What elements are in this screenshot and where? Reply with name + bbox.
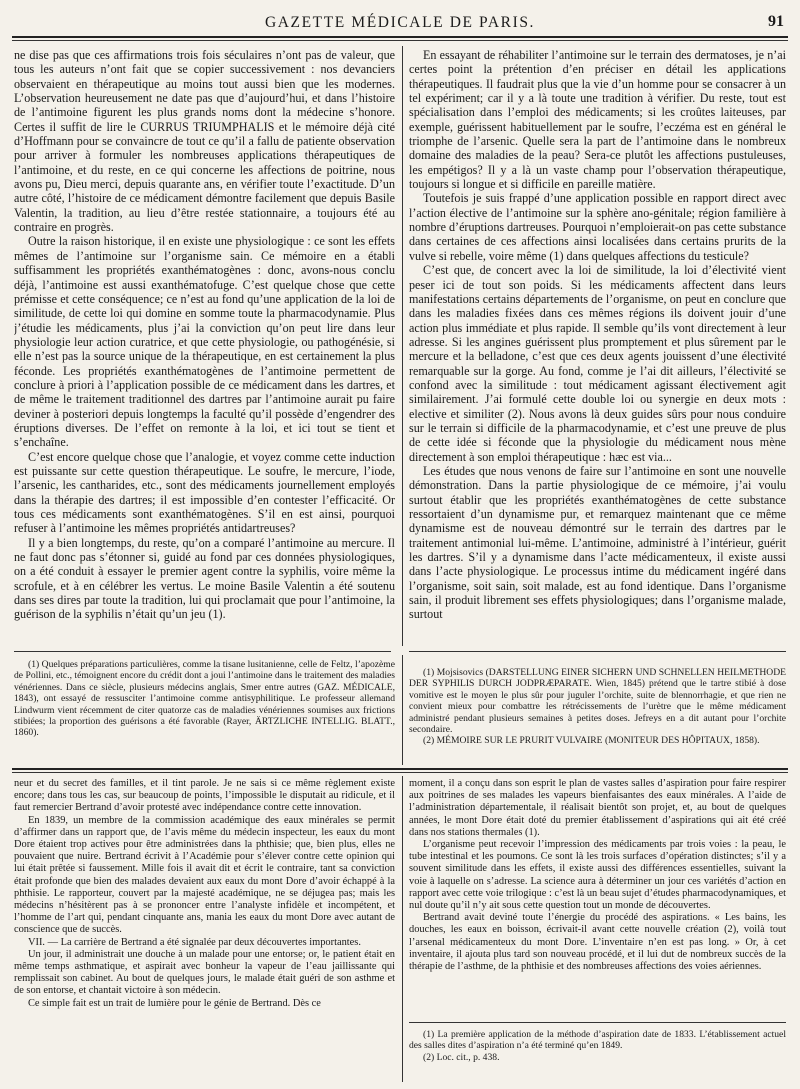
section-heading: VII. — La carrière de Bertrand a été signalée par deux découvertes importantes. bbox=[28, 936, 361, 948]
column-divider bbox=[402, 776, 403, 1082]
paragraph: En 1839, un membre de la commission académique des eaux minérales se permit d’affirmer dans un rapport que, de l’avis même du médecin inspecteur, les eaux du mont Dore étaient trop actives pour être administrées dans la phthisie; que, bien plus, elles ne pouvaient que nuire. Bertrand écrivit à l’Académie pour s’élever contre cette opinion qui lui était prêtée si faussement. Mille fois il avait dit et écrit le contraire, tant sa conviction était profonde que bien des malades devaient aux eaux du mont Dore d’avoir échappé à la phthisie. Le rapporteur, couvert par la majesté académique, ne se déjugea pas; mais les médecins n’hésitèrent pas à se prononcer entre l’analyste infidèle et incompétent, et l’homme de l’art qui, pendant cinquante ans, mania les eaux du mont Dore avec autant de conscience que de succès. bbox=[14, 814, 395, 936]
paragraph: neur et du secret des familles, et il tint parole. Je ne sais si ce même règlement existe encore; dans tous les cas, sur beaucoup de points, l’impossible le disputait au ridicule, et il faut remercier Bertrand d’avoir protesté avec indépendance contre cette innovation. bbox=[14, 778, 395, 814]
paragraph: ne dise pas que ces affirmations trois fois séculaires n’ont pas de valeur, que tous les auteurs n’ont fait que se copier successivement : nos devanciers observaient en thérapeutique au moins tout aussi bien que les modernes. L’observation heureusement ne date pas que d’aujourd’hui, et dans l’histoire de l’antimoine figurent les plus grands noms dont la médecine s’honore. Certes il suffit de lire le CURRUS TRIUMPHALIS et le mémoire déjà cité d’Hoffmann pour se convaincre de tout ce qu’il a fallu de patiente observation pour arriver à formuler les nombreuses applications thérapeutiques de l’antimoine, et du reste, en ce qui concerne les affections de poitrine, nous avons pu, Dieu merci, depuis quarante ans, en vérifier toute l’exactitude. D’un autre côté, l’histoire de ce médicament démontre facilement que depuis Basile Valentin, la tradition, au lieu d’être restée stationnaire, a toujours été au contraire en progrès. bbox=[14, 48, 395, 235]
footnote: (1) La première application de la méthode d’aspiration date de 1833. L’établissement actuel des salles dites d’aspiration n’a été terminé qu’en 1849. bbox=[409, 1029, 786, 1052]
footnote: (2) Loc. cit., p. 438. bbox=[423, 1051, 500, 1063]
column-divider bbox=[402, 46, 403, 646]
paragraph: Outre la raison historique, il en existe une physiologique : ce sont les effets mêmes de l’antimoine sur l’organisme sain. Ce mémoire en a établi suffisamment les propriétés exanthématogènes : donc, avons-nous conclu déjà, l’antimoine est aussi exanthématofuge. C’est quelque chose que cette prémisse et cette conséquence; ce n’est au fond qu’une application de la loi de similitude, de cette loi qui domine en somme toute la pharmacodynamie. Plus j’étudie les médicaments, plus j’ai la conviction qu’on peut lire dans leur physiologie leur action curatrice, et que cette physiologie, ou pathogénésie, si elle n’est pas la source unique de la thérapeutique, en est certainement la plus féconde. Les propriétés exanthématogènes de l’antimoine permettent de conclure à priori à l’application possible de ce médicament dans les dartres, et de même le traitement traditionnel des dartres par l’antimoine aurait pu faire deviner à posteriori depuis longtemps la faculté qu’il possède d’engendrer des éruptions diverses. De l’effet on remonte à la loi, et ici tout se tient et s’enchaîne. bbox=[14, 234, 395, 450]
header-rule bbox=[12, 36, 788, 38]
footnote: (1) Mojsisovics (DARSTELLUNG EINER SICHERN UND SCHNELLEN HEILMETHODE DER SYPHILIS DURCH JODPRÆPARATE. Wien, 1845) prétend que le tartre stibié à dose vomitive est le moyen le plus sûr pour juguler l’orchite, suite de blennorrhagie, et que rien ne convient mieux pour combattre les rétrécissements de l’urètre que le même médicament administré pendant plusieurs semaines à petites doses. Jefreys en a dit autant pour l’orchite secondaire. bbox=[409, 667, 786, 736]
page-number: 91 bbox=[768, 13, 784, 30]
footnote: (1) Quelques préparations particulières, comme la tisane lusitanienne, celle de Feltz, l’apozème de Pollini, etc., témoignent encore du crédit dont a joui l’antimoine dans le traitement des maladies vénériennes. Dans ce siècle, plusieurs médecins anglais, Smer entre autres (GAZ. MÉDICALE, 1843), ont essayé de ressusciter l’antimoine comme antisyphilitique. Le professeur allemand Lindwurm vient récemment de citer quatorze cas de maladies vénériennes soumises aux frictions stibiées; la proportion des guérisons a été favorable (Rayer, ÄRTZLICHE INTELLIG. BLATT., 1860). bbox=[14, 659, 395, 739]
footnote: (2) MÉMOIRE SUR LE PRURIT VULVAIRE (MONITEUR DES HÔPITAUX, 1858). bbox=[423, 735, 760, 747]
paragraph: Il y a bien longtemps, du reste, qu’on a comparé l’antimoine au mercure. Il ne faut donc pas s’étonner si, guidé au fond par ces données physiologiques, on a été conduit à essayer le premier agent contre la syphilis, voire même la scrofule, et à en célébrer les vertus. Le moine Basile Valentin a été soutenu dans ses dires par toute la tradition, lui qui proclamait que pour l’antimoine, la guérison de la syphilis n’était qu’un jeu (1). bbox=[14, 535, 395, 622]
paragraph: L’organisme peut recevoir l’impression des médicaments par trois voies : la peau, le tube intestinal et les poumons. Ce sont là les trois surfaces d’opération distinctes; s’il y a souvent similitude dans les effets, il existe aussi des différences essentielles, suivant la voie à laquelle on s’adresse. La science aura à déterminer un jour ces variétés d’action en rapport avec cette voie trilogique : c’est là un beau sujet d’études pharmacodynamiques, et nul doute qu’il n’y ait sous cette question tout un monde de découvertes. bbox=[409, 839, 786, 912]
paragraph: Bertrand avait deviné toute l’énergie du procédé des aspirations. « Les bains, les douches, les eaux en boisson, écrivait-il avant cette nouvelle création (2), voilà tout l’arsenal médicamenteux du mont Dore. L’inventaire n’en est pas long. » Or, à cet inventaire, il ajouta plus tard son nouveau procédé, et il lui dut de nombreux succès de la thérapie de l’asthme, de la phthisie et des nombreuses affections des voies aériennes. bbox=[409, 912, 786, 973]
footnote-rule bbox=[409, 1022, 786, 1023]
paragraph: En essayant de réhabiliter l’antimoine sur le terrain des dermatoses, je n’ai certes point la prétention d’en préciser en détail les applications thérapeutiques. Il faudrait plus que la vie d’un homme pour se consacrer à un tel expériment; car il y a là toute une tradition à vérifier. Du reste, tout est spécialisation dans l’emploi des médicaments; si les croûtes laiteuses, par exemple, guérissent habituellement par le soufre, l’eczéma est en général le triomphe de l’arsenic. Quelle sera la part de l’antimoine dans le nombreux domaine des maladies de la peau? Sera-ce plutôt les affections pustuleuses, les empétigos? Il y a là un vaste champ pour l’observation thérapeutique, toujours si longue et si difficile en pareille matière. bbox=[409, 48, 786, 192]
lower-left-column bbox=[14, 778, 395, 1084]
paragraph: C’est encore quelque chose que l’analogie, et voyez comme cette induction est puissante sur cette question thérapeutique. Le soufre, le mercure, l’iode, l’arsenic, les cantharides, etc., sont des médicaments journellement employés dans la thérapie des dartres; il est impossible d’en contester l’efficacité. Or tous ces médicaments sont exanthématogènes. S’il en est ainsi, pourquoi refuser à l’antimoine les mêmes propriétés antidartreuses? bbox=[14, 449, 395, 536]
paragraph: C’est que, de concert avec la loi de similitude, la loi d’électivité vient peser ici de tout son poids. Si les médicaments affectent dans leurs manifestations certains départements de l’organisme, on peut en conclure que dans les maladies fixées dans ces mêmes régions ils doivent jouir d’une action plus immédiate et plus rapide. Il semble qu’ils vont directement à leur adresse. Si les angines guérissent plus promptement et plus sûrement par le mercure et la belladone, c’est que ces deux agents jouissent d’une électivité remarquable sur la gorge. Au fond, comme je l’ai dit ailleurs, l’électivité se confond avec la similitude : tout médicament agissant électivement agit similairement. J’ai formulé cette double loi ou synergie en deux mots : elective et similiter (2). Nous avons là deux guides sûrs pour nous conduire sur le terrain si difficile de la pharmacodynamie, et c’est une preuve de plus de cette idée si féconde que la physiologie du médicament nous mène directement à son emploi thérapeutique : hæc est via... bbox=[409, 263, 786, 464]
journal-title: GAZETTE MÉDICALE DE PARIS. bbox=[264, 14, 536, 31]
footnote-rule bbox=[409, 651, 786, 652]
upper-right-column bbox=[409, 48, 786, 644]
upper-left-column bbox=[14, 48, 395, 644]
lower-right-footnotes bbox=[409, 1029, 786, 1085]
page-header bbox=[12, 0, 788, 34]
paragraph: Un jour, il administrait une douche à un malade pour une entorse; or, le patient était en même temps asthmatique, et aspirait avec bonheur la vapeur de l’eau jaillissante qui remplissait son cabinet. Au bout de quelques jours, le malade était guéri de son asthme et de son entorse, et chantait victoire à son médecin. bbox=[14, 948, 395, 997]
section-rule bbox=[12, 768, 788, 770]
lower-right-column bbox=[409, 778, 786, 1018]
paragraph: Toutefois je suis frappé d’une application possible en rapport direct avec l’action élective de l’antimoine sur la sphère ano-génitale; région familière à nombre d’éruptions dartreuses. Pourquoi n’emploierait-on pas cette substance dans certaines de ces affections ainsi localisées dans certains prurits de la vulve si rebelle, voire même (1) dans quelques affections du testicule? bbox=[409, 191, 786, 263]
section-rule-thin bbox=[12, 772, 788, 773]
upper-right-footnotes bbox=[409, 667, 786, 765]
upper-left-footnotes bbox=[14, 659, 395, 765]
footnote-rule bbox=[14, 651, 391, 652]
header-rule-thin bbox=[12, 40, 788, 41]
paragraph: Les études que nous venons de faire sur l’antimoine en sont une nouvelle démonstration. Dans la partie physiologique de ce mémoire, j’ai voulu surtout établir que les propriétés exanthématogènes de cette substance ressortaient d’un dynamisme pur, et remarquez maintenant que ce même dynamisme est de nouveau démontré sur le terrain des dartres par le traitement antimonial lui-même. L’antimoine, administré à l’intérieur, guérit les dartres. S’il y a dynamisme dans l’acte médicamenteux, il existe aussi dans l’acte physiologique. Le processus intime du médicament ingéré dans l’organisme, soit sain, soit malade, est au fond identique. Dans l’organisme sain, il produit librement ses effets physiologiques; dans l’organisme malade, surtout bbox=[409, 463, 786, 622]
paragraph: Ce simple fait est un trait de lumière pour le génie de Bertrand. Dès ce bbox=[28, 997, 321, 1009]
paragraph: moment, il a conçu dans son esprit le plan de vastes salles d’aspiration pour faire respirer aux poitrines de ses malades les vapeurs bienfaisantes des eaux minérales. A l’aide de l’administration départementale, il réalisait bientôt son projet, et, au bout de quelques années, le mont Dore était doté du premier établissement d’aspirations qui ait été créé dans nos stations thermales (1). bbox=[409, 778, 786, 838]
column-divider bbox=[402, 655, 403, 765]
